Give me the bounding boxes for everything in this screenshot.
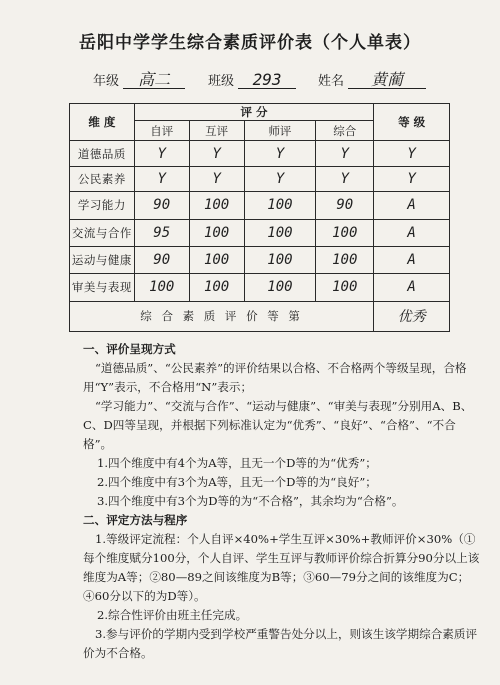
evaluation-table <box>69 103 450 332</box>
score-cell: 100 <box>244 274 316 301</box>
score-cell: 95 <box>134 219 189 246</box>
score-cell: 100 <box>244 192 316 219</box>
score-cell: 100 <box>189 219 244 246</box>
score-cell: 100 <box>316 219 374 246</box>
section2-paragraph: 1.等级评定流程：个人自评×40%+学生互评×30%+教师评价×30%（①每个维度赋分100分，个人自评、学生互评与教师评价综合折算分90分以上该维度为A等；②80—89之间该维度为B等；③60—79分之间的该维度为C；④60分以下的为D等）。 <box>83 532 480 603</box>
score-header: 评 分 <box>134 104 373 121</box>
score-cell: 90 <box>316 192 374 219</box>
col-teacher-eval: 师评 <box>244 121 316 141</box>
rules-text <box>83 340 483 663</box>
score-cell: Y <box>316 166 374 191</box>
score-cell: 100 <box>316 246 374 273</box>
grade-cell: Y <box>374 166 450 191</box>
score-cell: 90 <box>134 192 189 219</box>
name-label: 姓名 <box>318 74 345 89</box>
grade-label: 年级 <box>93 74 120 89</box>
table-row <box>70 192 450 219</box>
table-row <box>70 246 450 273</box>
dimension-header: 维 度 <box>70 104 135 141</box>
grade-header: 等 级 <box>374 104 450 141</box>
row-dimension: 道德品质 <box>70 141 135 166</box>
score-cell: 100 <box>134 274 189 301</box>
score-cell: 90 <box>134 246 189 273</box>
section1-paragraph: “道德品质”、“公民素养”的评价结果以合格、不合格两个等级呈现，合格用“Y”表示，不合格用“N”表示； <box>83 361 467 394</box>
summary-value: 优秀 <box>374 301 450 331</box>
section2-paragraph: 2.综合性评价由班主任完成。 <box>97 608 248 622</box>
class-value: 293 <box>238 72 296 89</box>
section2-paragraph: 3.参与评价的学期内受到学校严重警告处分以上，则该生该学期综合素质评价为不合格。 <box>83 627 478 660</box>
name-value: 黄蔺 <box>348 72 426 89</box>
row-dimension: 交流与合作 <box>70 219 135 246</box>
grade-cell: Y <box>374 141 450 166</box>
score-cell: 100 <box>189 192 244 219</box>
score-cell: 100 <box>244 219 316 246</box>
grade-cell: A <box>374 219 450 246</box>
grade-cell: A <box>374 246 450 273</box>
grade-value: 高二 <box>123 72 185 89</box>
score-cell: 100 <box>189 246 244 273</box>
row-dimension: 学习能力 <box>70 192 135 219</box>
grade-info <box>93 70 185 89</box>
name-info <box>318 70 426 89</box>
section1-heading: 一、评价呈现方式 <box>83 342 176 356</box>
table-row <box>70 166 450 191</box>
summary-row <box>70 301 450 331</box>
row-dimension: 运动与健康 <box>70 246 135 273</box>
score-cell: 100 <box>316 274 374 301</box>
section1-item: 1.四个维度中有4个为A等，且无一个D等的为“优秀”； <box>97 456 377 470</box>
score-cell: Y <box>244 141 316 166</box>
grade-cell: A <box>374 274 450 301</box>
section1-item: 3.四个维度中有3个为D等的为“不合格”，其余均为“合格”。 <box>97 494 404 508</box>
row-dimension: 公民素养 <box>70 166 135 191</box>
section2-heading: 二、评定方法与程序 <box>83 513 188 527</box>
table-row <box>70 274 450 301</box>
class-info <box>208 70 296 89</box>
table-row <box>70 141 450 166</box>
score-cell: Y <box>134 166 189 191</box>
row-dimension: 审美与表现 <box>70 274 135 301</box>
summary-label: 综 合 素 质 评 价 等 第 <box>70 301 374 331</box>
score-cell: Y <box>189 141 244 166</box>
class-label: 班级 <box>208 74 235 89</box>
score-cell: Y <box>189 166 244 191</box>
score-cell: Y <box>134 141 189 166</box>
col-peer-eval: 互评 <box>189 121 244 141</box>
section1-item: 2.四个维度中有3个为A等，且无一个D等的为“良好”； <box>97 475 377 489</box>
section1-paragraph: “学习能力”、“交流与合作”、“运动与健康”、“审美与表现”分别用A、B、C、D四等呈现，并根据下列标准认定为“优秀”、“良好”、“合格”、“不合格”。 <box>83 399 473 451</box>
table-row <box>70 219 450 246</box>
col-overall-eval: 综合 <box>316 121 374 141</box>
grade-cell: A <box>374 192 450 219</box>
col-self-eval: 自评 <box>134 121 189 141</box>
score-cell: Y <box>316 141 374 166</box>
score-cell: 100 <box>189 274 244 301</box>
page-title: 岳阳中学学生综合素质评价表（个人单表） <box>79 33 421 53</box>
score-cell: Y <box>244 166 316 191</box>
score-cell: 100 <box>244 246 316 273</box>
